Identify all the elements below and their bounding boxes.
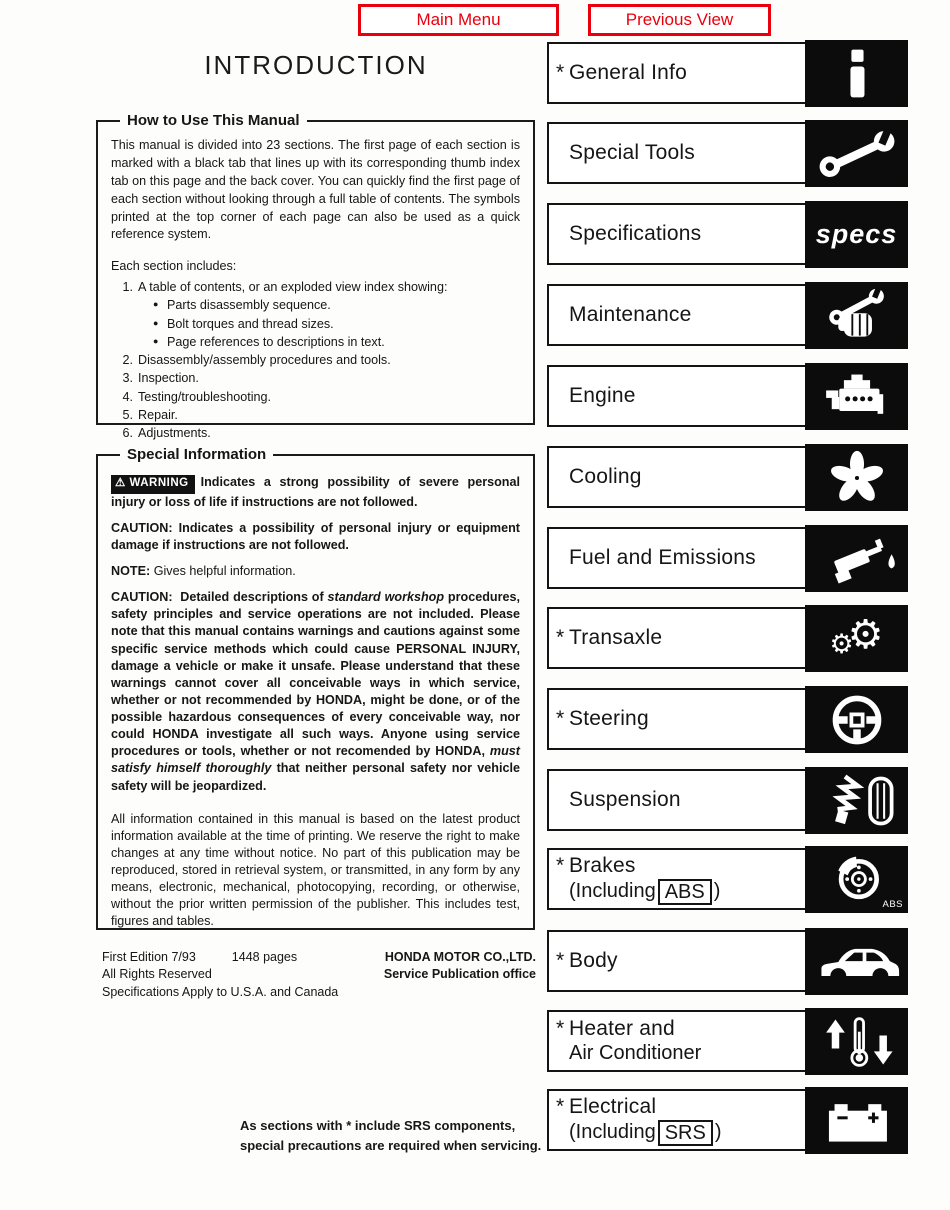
fan-icon (805, 444, 908, 511)
section-button-steering[interactable]: * Steering (547, 688, 908, 750)
caution1-paragraph: CAUTION: Indicates a possibility of personal injury or equipment damage if instructions are not followed. (111, 520, 520, 552)
how-to-use-box (96, 112, 535, 441)
specs-text-icon: specs (805, 201, 908, 268)
battery-icon (805, 1087, 908, 1154)
thermometer-arrows-icon (805, 1008, 908, 1075)
list-item: 2. Disassembly/assembly procedures and tools. (122, 353, 391, 368)
section-button-brakes[interactable]: * Brakes (Including ABS ) ABS (547, 848, 908, 910)
section-button-body[interactable]: * Body (547, 930, 908, 992)
includes-heading: Each section includes: (111, 259, 237, 274)
section-includes-list (115, 278, 520, 442)
list-item: 5. Repair. (122, 407, 178, 422)
how-to-use-title: How to Use This Manual (127, 112, 300, 129)
section-button-specifications[interactable]: Specifications specs (547, 203, 908, 265)
section-button-general-info[interactable]: * General Info (547, 42, 908, 104)
shock-absorber-tire-icon (805, 767, 908, 834)
note-paragraph: NOTE: Gives helpful information. (111, 564, 296, 578)
hand-wrench-icon (805, 282, 908, 349)
section-button-special-tools[interactable]: Special Tools (547, 122, 908, 184)
company: HONDA MOTOR CO.,LTD. (384, 950, 536, 964)
info-icon (805, 40, 908, 107)
section-button-electrical[interactable]: * Electrical (Including SRS ) (547, 1089, 908, 1151)
list-item: 6. Adjustments. (122, 426, 211, 441)
brake-disc-icon: ABS (805, 846, 908, 913)
steering-wheel-icon (805, 686, 908, 753)
srs-footnote: As sections with * include SRS components, special precautions are required when servicing. (240, 1118, 542, 1154)
fuel-nozzle-icon (805, 525, 908, 592)
how-to-use-intro: This manual is divided into 23 sections. The first page of each section is marked with a black tab that lines up with its corresponding thumb index tab on this page and the back cover. You can quickly find the first page of each section without looking through a full table of contents. The symbols printed at the top corner of each page can also be used as a quick reference system. (111, 138, 520, 242)
gears-icon: ⚙ ⚙ (805, 605, 908, 672)
list-item: 3. Inspection. (122, 371, 199, 386)
previous-view-button[interactable]: Previous View (588, 4, 771, 36)
car-body-icon (805, 928, 908, 995)
publication-info (102, 949, 536, 1001)
engine-icon (805, 363, 908, 430)
applies: Specifications Apply to U.S.A. and Canada (102, 984, 339, 999)
section-button-transaxle[interactable]: * Transaxle ⚙ ⚙ (547, 607, 908, 669)
caution2-paragraph: CAUTION: Detailed descriptions of standard workshop procedures, safety principles and service operations are not included. Please note that this manual contains warnings and cautions against some specific service methods which could cause PERSONAL INJURY, damage a vehicle or make it unsafe. Please understand that these warnings cannot cover all conceivable ways in which service, whether or not recommended by HONDA, might be done, or of the possible hazardous consequences of every conceivable way, nor could HONDA investigate all such ways. Anyone using service procedures or tools, whether or not recomended by HONDA, must satisfy himself thoroughly that neither personal safety nor vehicle safety will be jeopardized. (111, 590, 521, 793)
copyright-paragraph: All information contained in this manual is based on the latest product information available at the time of printing. We reserve the right to make changes at any time without notice. No part of this publication may be reproduced, stored in retrieval system, or transmitted, in any form by any means, electronic, mechanical, photocopying, recording, or otherwise, without the prior written permission of the publisher. This includes test, figures and tables. (111, 811, 520, 929)
list-item: 1. A table of contents, or an exploded view index showing: (122, 280, 448, 295)
section-button-heater-and-air-conditioner[interactable]: * Heater and Air Conditioner (547, 1010, 908, 1072)
list-bullet: ● Bolt torques and thread sizes. (153, 316, 334, 331)
special-information-box (96, 446, 535, 930)
edition: First Edition 7/93 (102, 950, 196, 964)
wrench-icon (805, 120, 908, 187)
list-bullet: ● Parts disassembly sequence. (153, 298, 331, 313)
page-count: 1448 pages (231, 950, 298, 964)
section-button-suspension[interactable]: Suspension (547, 769, 908, 831)
main-menu-button[interactable]: Main Menu (358, 4, 559, 36)
warning-paragraph: ⚠ WARNING Indicates a strong possibility of severe personal injury or loss of life if instructions are not followed. (111, 475, 520, 509)
warning-badge: ⚠ WARNING (111, 475, 195, 494)
list-bullet: ● Page references to descriptions in text. (153, 334, 385, 349)
section-nav (547, 42, 908, 1157)
section-button-cooling[interactable]: Cooling (547, 446, 908, 508)
list-item: 4. Testing/troubleshooting. (122, 389, 272, 404)
rights: All Rights Reserved (102, 967, 212, 982)
section-button-engine[interactable]: Engine (547, 365, 908, 427)
special-information-title: Special Information (127, 446, 267, 463)
office: Service Publication office (383, 967, 536, 982)
warning-triangle-icon: ⚠ (115, 477, 126, 489)
page-title: INTRODUCTION (204, 50, 428, 80)
section-button-fuel-and-emissions[interactable]: Fuel and Emissions (547, 527, 908, 589)
section-button-maintenance[interactable]: Maintenance (547, 284, 908, 346)
